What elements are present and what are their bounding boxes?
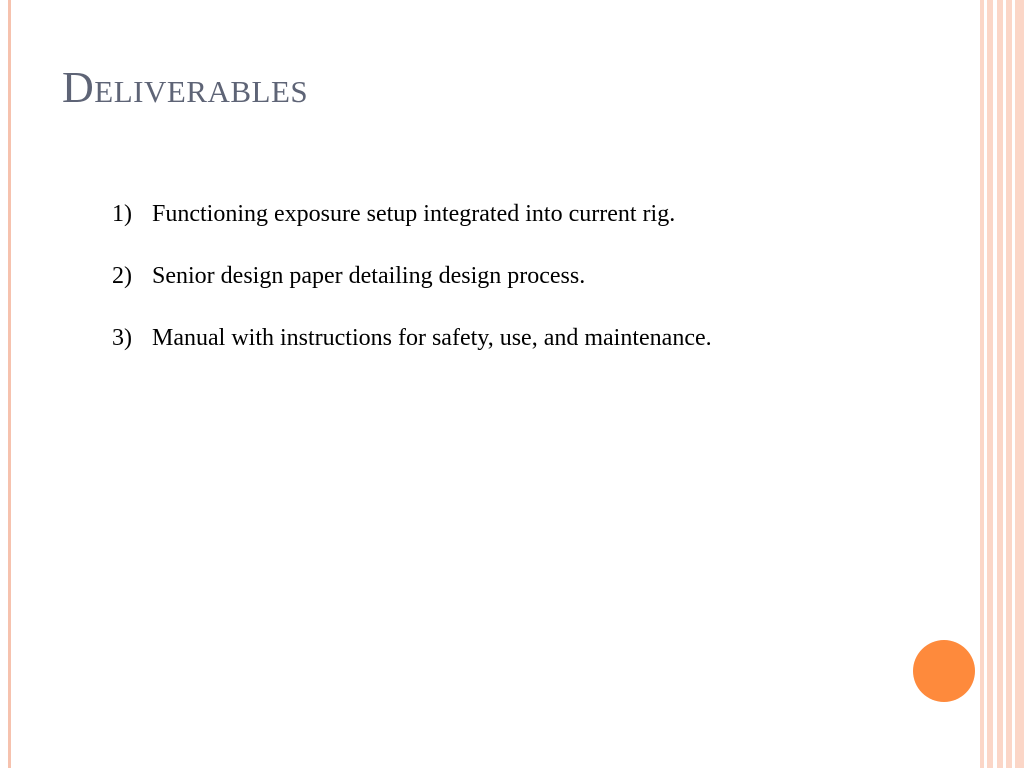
accent-circle: [913, 640, 975, 702]
item-number: 3): [112, 325, 132, 351]
item-text: Manual with instructions for safety, use, and maintenance.: [152, 325, 712, 351]
item-text: Functioning exposure setup integrated into current rig.: [152, 201, 676, 227]
item-number: 2): [112, 263, 132, 289]
right-border-stripe: [1012, 0, 1015, 768]
item-number: 1): [112, 201, 132, 227]
right-border-stripe: [1003, 0, 1006, 768]
list-item: [112, 198, 712, 260]
list-item: [112, 260, 712, 322]
deliverables-list: [112, 198, 712, 384]
right-border-stripe: [993, 0, 997, 768]
slide-title: Deliverables: [62, 63, 309, 112]
right-border-stripe: [984, 0, 987, 768]
item-text: Senior design paper detailing design process.: [152, 263, 586, 289]
list-item: [112, 322, 712, 384]
left-border-line: [8, 0, 11, 768]
